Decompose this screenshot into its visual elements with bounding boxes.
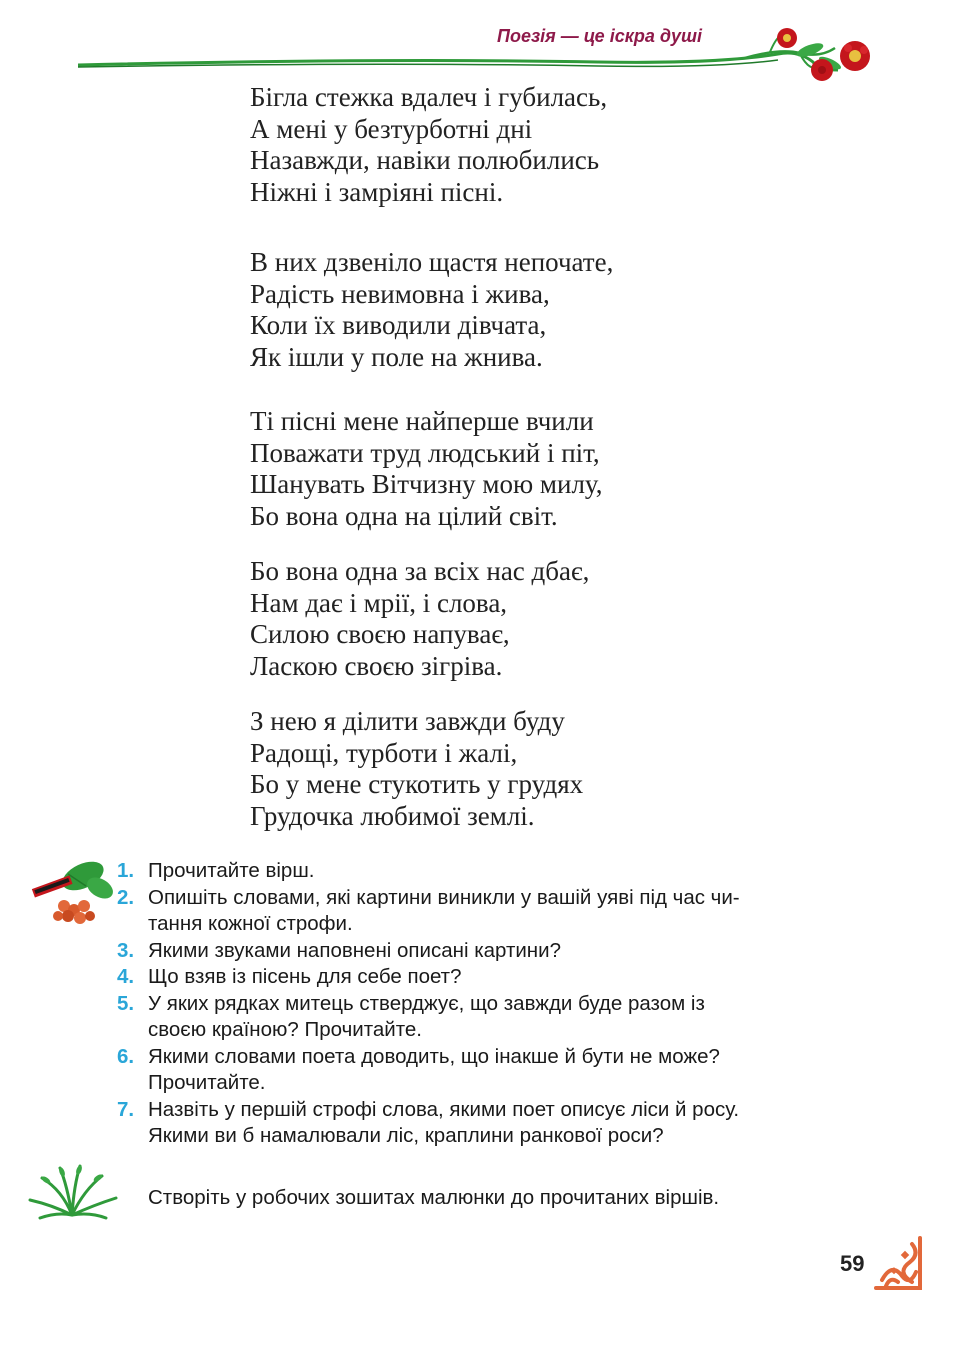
question-item xyxy=(117,991,847,1044)
question-text: Прочитайте вірш. xyxy=(148,859,315,882)
question-text: Опишіть словами, які картини виникли у вашій уяві під час чи- тання кожної строфи. xyxy=(148,885,740,935)
poem-line: Бо вона одна за всіх нас дбає, xyxy=(250,556,590,586)
poem-line: Ніжні і замріяні пісні. xyxy=(250,176,504,207)
poem-line: В них дзвеніло щастя непочате, xyxy=(250,247,614,277)
stanza xyxy=(250,82,750,208)
question-number: 1. xyxy=(117,859,135,882)
carnation-flowers-icon xyxy=(740,18,900,88)
question-item xyxy=(117,964,847,991)
poem-line: Нам дає і мрії, і слова, xyxy=(250,587,508,618)
viburnum-berries-icon xyxy=(28,856,116,926)
question-text: Назвіть у першій строфі слова, якими поет описує ліси й росу. Якими ви б намалювали ліс, краплини ранкової роси? xyxy=(148,1097,740,1147)
poem-line: Як ішли у поле на жнива. xyxy=(250,341,543,372)
poem-line: Ті пісні мене найперше вчили xyxy=(250,406,594,436)
question-item xyxy=(117,885,847,938)
poem-line: Грудочка любимої землі. xyxy=(250,800,535,831)
question-item xyxy=(117,1044,847,1097)
question-number: 4. xyxy=(117,965,135,988)
poem-line: Поважати труд людський і піт, xyxy=(250,437,600,468)
poem-line: А мені у безтурботні дні xyxy=(250,113,533,144)
question-number: 7. xyxy=(117,1097,135,1121)
question-item xyxy=(117,1097,847,1150)
question-item xyxy=(117,858,847,885)
question-text: У яких рядках митець стверджує, що завжди буде разом із своєю країною? Прочитайте. xyxy=(148,991,705,1041)
poem-line: Бо вона одна на цілий світ. xyxy=(250,500,558,531)
question-number: 3. xyxy=(117,938,135,962)
stanza xyxy=(250,247,750,373)
poem-line: Ласкою своєю зігріва. xyxy=(250,650,503,681)
poem-line: Радість невимовна і жива, xyxy=(250,278,550,309)
question-text: Що взяв із пісень для себе поет? xyxy=(148,965,462,988)
question-number: 6. xyxy=(117,1044,135,1068)
stanza xyxy=(250,556,750,682)
question-text: Якими словами поета доводить, що інакше й бути не може? Прочитайте. xyxy=(148,1044,720,1094)
corner-ornament-icon xyxy=(872,1232,924,1292)
poem-line: Назавжди, навіки полюбились xyxy=(250,145,600,175)
question-item xyxy=(117,938,847,965)
grass-sprouts-icon xyxy=(22,1160,122,1222)
poem-line: Радощі, турботи і жалі, xyxy=(250,737,518,768)
poem-line: Коли їх виводили дівчата, xyxy=(250,310,547,340)
section-title: Поезія — це іскра душі xyxy=(497,26,702,46)
question-number: 5. xyxy=(117,991,135,1015)
stanza xyxy=(250,406,750,532)
question-number: 2. xyxy=(117,885,135,909)
stanza xyxy=(250,706,750,832)
poem xyxy=(250,82,750,832)
creative-task: Створіть у робочих зошитах малюнки до прочитаних віршів. xyxy=(148,1186,720,1209)
page-number: 59 xyxy=(840,1251,865,1276)
question-text: Якими звуками наповнені описані картини? xyxy=(148,938,561,962)
poem-line: Бо у мене стукотить у грудях xyxy=(250,769,584,799)
poem-line: Бігла стежка вдалеч і губилась, xyxy=(250,82,608,112)
poem-line: З нею я ділити завжди буду xyxy=(250,706,565,736)
poem-line: Шанувать Вітчизну мою милу, xyxy=(250,469,603,499)
poem-line: Силою своєю напуває, xyxy=(250,619,510,649)
questions-list xyxy=(117,858,847,1150)
